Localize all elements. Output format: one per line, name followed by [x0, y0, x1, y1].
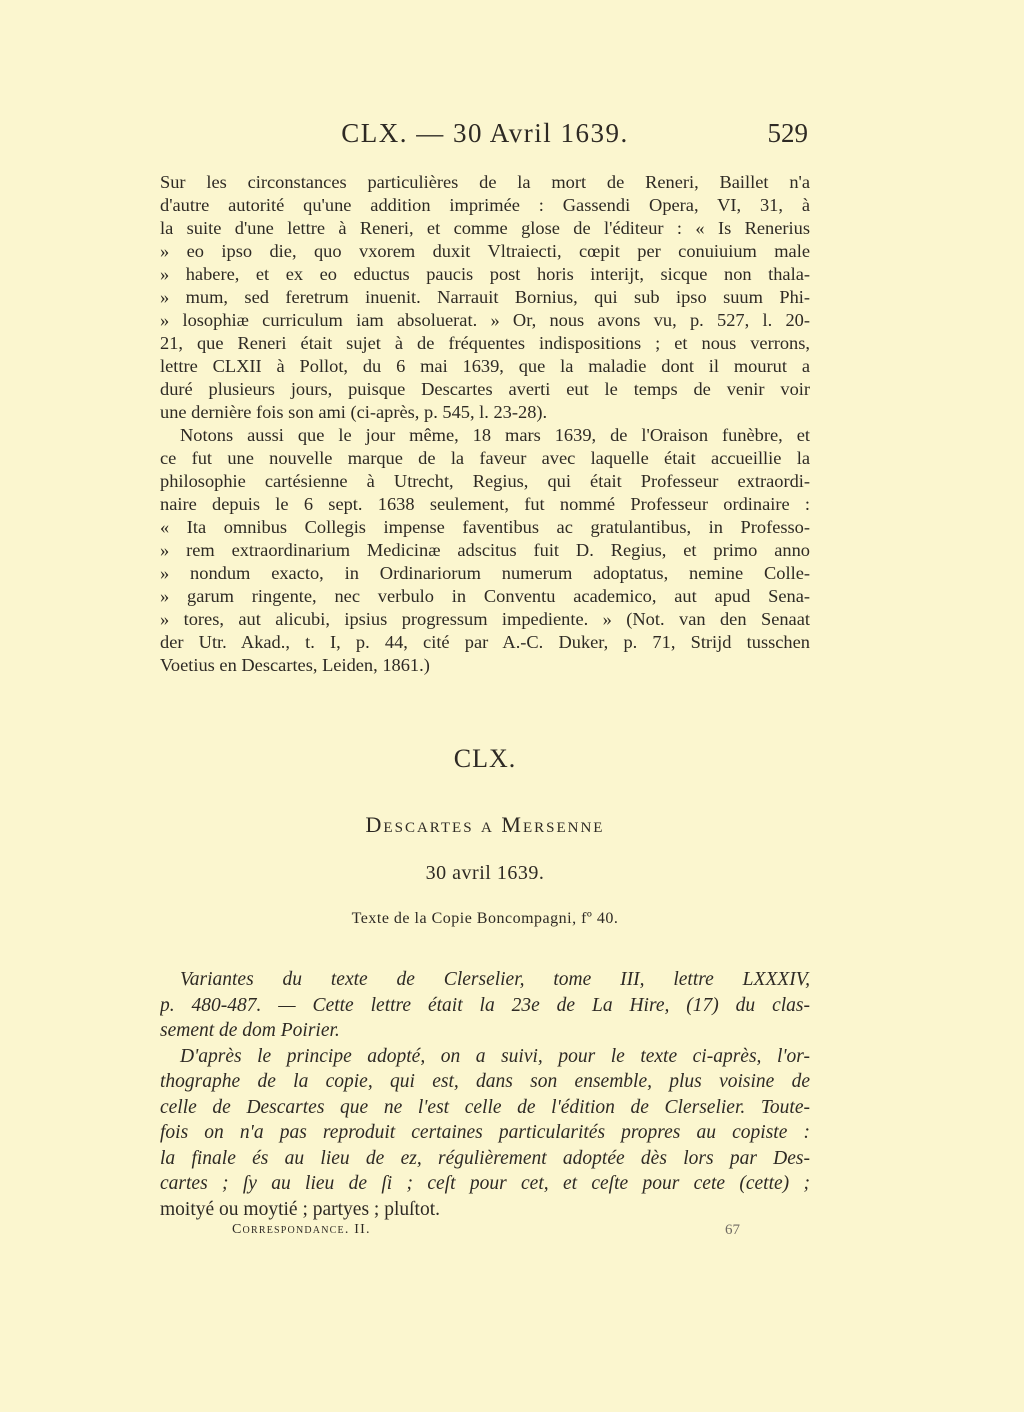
- text-line: Voetius en Descartes, Leiden, 1861.): [160, 655, 430, 675]
- text-line: lettre CLXII à Pollot, du 6 mai 1639, que la maladie dont il mourut a: [160, 356, 810, 376]
- text-line: 21, que Reneri était sujet à de fréquentes indispositions ; et nous verrons,: [160, 333, 810, 353]
- text-line: » mum, sed feretrum inuenit. Narrauit Bornius, qui sub ipso suum Phi-: [160, 287, 810, 307]
- text-line: duré plusieurs jours, puisque Descartes averti eut le temps de venir voir: [160, 379, 810, 399]
- sheet-number: 67: [725, 1222, 740, 1238]
- text-line: Sur les circonstances particulières de la mort de Reneri, Baillet n'a: [160, 172, 810, 192]
- letter-heading: Descartes a Mersenne: [365, 812, 605, 837]
- text-line: sement de dom Poirier.: [160, 1020, 340, 1041]
- text-line: » nondum exacto, in Ordinariorum numerum adoptatus, nemine Colle-: [160, 563, 810, 583]
- letter-source: Texte de la Copie Boncompagni, fº 40.: [351, 910, 619, 927]
- text-line: Notons aussi que le jour même, 18 mars 1639, de l'Oraison funèbre, et: [180, 425, 810, 445]
- running-head: [160, 118, 810, 158]
- text-line: Variantes du texte de Clerselier, tome III, lettre LXXXIV,: [180, 969, 810, 990]
- text-line: moityé ou moytié ; partyes ; pluſtot.: [160, 1198, 441, 1220]
- text-line: fois on n'a pas reproduit certaines particularités propres au copiste :: [160, 1122, 810, 1143]
- text-line: » losophiæ curriculum iam absoluerat. » Or, nous avons vu, p. 527, l. 20-: [160, 310, 810, 330]
- text-line: thographe de la copie, qui est, dans son ensemble, plus voisine de: [160, 1071, 810, 1092]
- variants-note: [160, 967, 810, 1222]
- text-line: la finale és au lieu de ez, régulièrement adoptée dès lors par Des-: [160, 1147, 810, 1169]
- signature-mark: Correspondance. II.: [232, 1222, 371, 1237]
- intro-note: [160, 171, 810, 677]
- text-line: » habere, et ex eo eductus paucis post horis interijt, sicque non thala-: [160, 264, 810, 284]
- letter-number: CLX.: [453, 744, 517, 773]
- running-head-title: CLX. — 30 Avril 1639.: [341, 118, 629, 148]
- letter-date: 30 avril 1639.: [425, 862, 545, 884]
- text-line: cartes ; ſy au lieu de ſi ; ceſt pour cet, et ceſte pour cete (cette) ;: [160, 1173, 810, 1194]
- text-line: » garum ringente, nec verbulo in Conventu academico, aut apud Sena-: [160, 586, 810, 606]
- text-line: » rem extraordinarium Medicinæ adscitus fuit D. Regius, et primo anno: [160, 540, 810, 560]
- text-line: une dernière fois son ami (ci-après, p. 545, l. 23-28).: [160, 402, 548, 422]
- text-line: celle de Descartes que ne l'est celle de l'édition de Clerselier. Toute-: [160, 1096, 810, 1118]
- text-line: ce fut une nouvelle marque de la faveur avec laquelle était accueillie la: [160, 448, 810, 468]
- text-line: la suite d'une lettre à Reneri, et comme glose de l'éditeur : « Is Renerius: [160, 218, 810, 238]
- text-line: D'après le principe adopté, on a suivi, pour le texte ci-après, l'or-: [180, 1045, 810, 1067]
- text-line: der Utr. Akad., t. I, p. 44, cité par A.-C. Duker, p. 71, Strijd tusschen: [160, 632, 810, 652]
- text-line: d'autre autorité qu'une addition imprimée : Gassendi Opera, VI, 31, à: [160, 195, 810, 215]
- text-line: « Ita omnibus Collegis impense faventibus ac gratulantibus, in Professo-: [160, 517, 810, 537]
- page-number: 529: [767, 118, 808, 148]
- text-line: » eo ipso die, quo vxorem duxit Vltraiecti, cœpit per conuiuium male: [160, 241, 810, 261]
- text-line: philosophie cartésienne à Utrecht, Regius, qui était Professeur extraordi-: [160, 471, 810, 491]
- text-line: p. 480-487. — Cette lettre était la 23e de La Hire, (17) du clas-: [160, 994, 810, 1016]
- text-line: naire depuis le 6 sept. 1638 seulement, fut nommé Professeur ordinaire :: [160, 494, 810, 514]
- text-line: » tores, aut alicubi, ipsius progressum impediente. » (Not. van den Senaat: [160, 609, 810, 629]
